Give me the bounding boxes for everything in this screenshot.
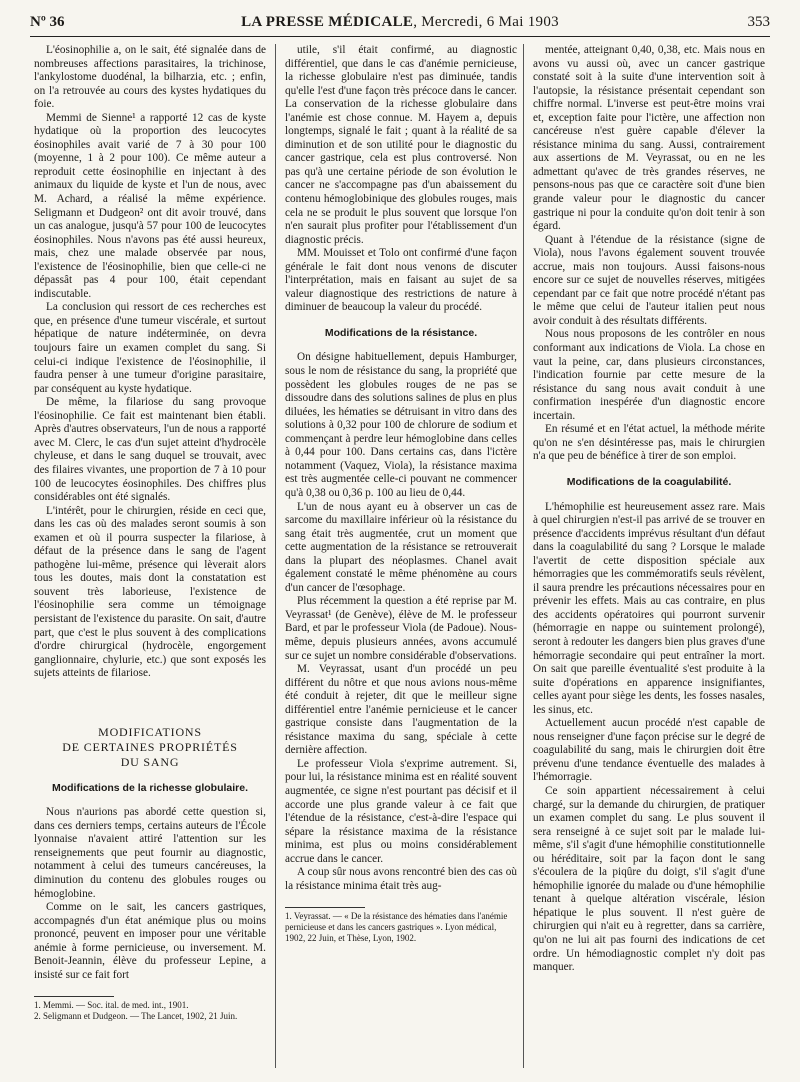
subsection-heading: Modifications de la richesse globulaire.	[51, 781, 249, 794]
footnote-rule	[34, 996, 114, 997]
paragraph: utile, s'il était confirmé, au diagnostic différentiel, que dans le cas d'anémie pernicieuse, la richesse globulaire n'est pas diminuée, tandis qu'elle l'est d'une façon très précoce dans le cancer. La conservation de la richesse globulaire dans l'anémie est chose connue. M. Hayem a, depuis longtemps, signalé le fait ; quant à la réalité de sa diminution et de son utilité pour le diagnostic du cancer gastrique, cela est plus controversé. Non pas qu'à une certaine période de son évolution le cancer ne s'accompagne pas d'un abaissement du contenu hémoglobinique des globules rouges, mais cela ne se produit le plus souvent que lorsque l'on n'en saurait plus profiter pour l'établissement d'un diagnostic précis.	[285, 44, 517, 246]
paragraph: Le professeur Viola s'exprime autrement. Si, pour lui, la résistance minima est en réalité souvent augmentée, ce signe n'est pourtant pas décisif et il accorde une plus grande valeur à ce fait que l'étendue de la résistance, c'est-à-dire l'espace qui sépare la résistance maxima de la résistance minima, est plus ou moins considérablement accrue dans le cancer.	[285, 757, 517, 865]
paragraph: A coup sûr nous avons rencontré bien des cas où la résistance minima était très aug-	[285, 866, 517, 892]
subsection-heading: Modifications de la coagulabilité.	[566, 475, 732, 488]
paragraph: La conclusion qui ressort de ces recherches est que, en présence d'une tumeur viscérale, et surtout hépatique de nature indéterminée, on devra toujours faire un examen complet du sang. Si celui-ci indique l'existence de l'éosinophilie, il faudra penser à une tumeur d'origine parasitaire, par conséquent au kyste hydatique.	[34, 301, 266, 395]
paragraph: Memmi de Sienne¹ a rapporté 12 cas de kyste hydatique où la proportion des leucocytes éosinophiles avait varié de 7 à 30 pour 100 (moyenne, 1 à 2 pour 100). Ce même auteur a reproduit cette éosinophilie en injectant à des animaux du liquide de kyste et l'un de nous, avec M. Achard, a réalisé la même expérience. Seligmann et Dudgeon² ont dit avoir trouvé, dans un cas analogue, jusqu'à 57 pour 100 de leucocytes éosinophiles. Nous n'avons pas été aussi heureux, mais, chez une malade observée par nous, l'existence de l'éosinophilie, bien que celle-ci ne dépassât pas 4 pour 100, était cependant indiscutable.	[34, 111, 266, 300]
paragraph: L'intérêt, pour le chirurgien, réside en ceci que, dans les cas où des malades seront soumis à son examen et où il pourra suspecter la filariose, à défaut de la présence dans le sang de l'agent pathogène lui-même, présence qui lèverait alors tous les doutes, mais dont la constatation est souvent très laborieuse, l'existence de l'éosinophilie sera comme un témoignage persistant de l'existence du parasite. On sait, d'autre part, que c'est le plus souvent à des complications d'ordre chirurgical (hydrocèle, engorgement ganglionnaire, chylurie, etc.) que sont exposés les sujets atteints de filariose.	[34, 504, 266, 680]
paragraph: M. Veyrassat, usant d'un procédé un peu différent du nôtre et que nous avions nous-même été conduit à rejeter, dit que le meilleur signe différentiel entre l'anémie pernicieuse et le cancer gastrique consiste dans l'augmentation de la résistance maxima du sang, spéciale à cette dernière affection.	[285, 663, 517, 757]
journal-name: LA PRESSE MÉDICALE	[241, 14, 414, 30]
paragraph: Plus récemment la question a été reprise par M. Veyrassat¹ (de Genève), élève de M. le professeur Bard, et par le professeur Viola (de Padoue). Nous-même, depuis plusieurs années, avons accumulé sur ce sujet un nombre considérable d'observations.	[285, 595, 517, 662]
running-header	[30, 14, 770, 37]
column-1	[34, 44, 266, 1022]
issue-date: , Mercredi, 6 Mai 1903	[413, 14, 559, 30]
paragraph: Nous n'aurions pas abordé cette question si, dans ces derniers temps, certains auteurs de l'École lyonnaise n'avaient attiré l'attention sur les renseignements que peut fournir au diagnostic, notamment à celui des tumeurs cancéreuses, la diminution du contenu des globules rouges ou hémoglobine.	[34, 806, 266, 900]
issue-number: Nº 36	[30, 14, 65, 30]
column-3	[533, 44, 765, 975]
journal-title-line	[30, 14, 770, 31]
section-title-line: DE CERTAINES PROPRIÉTÉS	[62, 739, 238, 754]
column-divider	[275, 44, 276, 1068]
paragraph: En résumé et en l'état actuel, la méthode mérite qu'on ne s'en désintéresse pas, mais le chirurgien n'a que peu de bénéfice à tirer de son emploi.	[533, 423, 765, 463]
section-title	[34, 725, 266, 770]
paragraph: Nous nous proposons de les contrôler en nous conformant aux indications de Viola. La chose en vaut la peine, car, dans plusieurs circonstances, l'indication fournie par cette mesure de la résistance du sang nous avait conduit à une confirmation inespérée d'un diagnostic encore incertain.	[533, 328, 765, 422]
subsection-heading: Modifications de la résistance.	[324, 326, 478, 339]
page-number: 353	[747, 14, 770, 30]
paragraph: Actuellement aucun procédé n'est capable de nous renseigner d'une façon précise sur le degré de coagulabilité du sang, mais le chirurgien doit être prévenu d'une tendance éventuelle des malades à l'hémorragie.	[533, 717, 765, 784]
paragraph: Quant à l'étendue de la résistance (signe de Viola), nous l'avons également souvent trouvée accrue, mais non toujours. Aussi faisons-nous encore sur ce sujet de nouvelles réserves, mitigées cependant par ce fait que notre procédé n'étant pas le même que celui de l'auteur italien peut nous avoir conduit à des résultats différents.	[533, 233, 765, 327]
paragraph: MM. Mouisset et Tolo ont confirmé d'une façon générale le fait dont nous venons de discuter l'interprétation, mais en faisant au sujet de sa valeur diagnostique des restrictions de nature à diminuer de beaucoup la valeur du procédé.	[285, 247, 517, 314]
footnote: 1. Veyrassat. — « De la résistance des hématies dans l'anémie pernicieuse et dans les cancers gastriques ». Lyon médical, 1902, 22 Juin, et Thèse, Lyon, 1902.	[285, 911, 508, 944]
paragraph: Ce soin appartient nécessairement à celui chargé, sur la demande du chirurgien, de pratiquer un examen complet du sang. Le plus souvent il sera renseigné à ce sujet soit par le malade lui-même, s'il s'agit d'une hémophilie constitutionnelle ou héréditaire, soit par la façon dont le sang s'écoulera de la piqûre du doigt, s'il s'agit d'une hémophilie ignorée du malade ou d'une hémophilie tenant à quelque altération viscérale, lésion hépatique le plus souvent. Il n'est guère de chirurgien qui n'ait eu à regretter, dans sa carrière, qu'on ne lui ait pas fourni des indications de cet ordre. Un hémodiagnostic complet n'y doit pas manquer.	[533, 784, 765, 974]
paragraph: L'hémophilie est heureusement assez rare. Mais à quel chirurgien n'est-il pas arrivé de se trouver en présence d'accidents imprévus résultant d'un défaut dans la coagulabilité du sang ? Lorsque le malade l'avertit de cette disposition spéciale aux hémorragies que les commémoratifs seuls révèlent, il saura prendre les précautions nécessaires pour en prévenir les effets. Mais au cas contraire, en plus des accidents opératoires qui pourront survenir (hémorragie en nappe ou suintement prolongé), seront à redouter les dangers bien plus graves d'une hémorragie secondaire qui peut entraîner la mort. On sait que pareille éventualité s'est produite à la suite d'opérations en apparence insignifiantes, celles ayant pour siège les dents, les fosses nasales, les sinus, etc.	[533, 500, 765, 716]
footnote: 1. Memmi. — Soc. ital. de med. int., 1901.	[34, 1000, 189, 1011]
footnote: 2. Seligmann et Dudgeon. — The Lancet, 1902, 21 Juin.	[34, 1011, 238, 1022]
column-2	[285, 44, 517, 944]
section-title-line: DU SANG	[120, 754, 180, 769]
section-title-line: MODIFICATIONS	[98, 724, 202, 739]
paragraph: L'éosinophilie a, on le sait, été signalée dans de nombreuses affections parasitaires, la trichinose, l'ankylostome duodénal, la bilharzia, etc. ; enfin, on l'a retrouvée au cours des kystes hydatiques du foie.	[34, 44, 266, 111]
paragraph: On désigne habituellement, depuis Hamburger, sous le nom de résistance du sang, la propriété que possèdent les globules rouges de ne pas se dissoudre dans des solutions salines de plus en plus diluées, les hématies se détruisant in vitro dans des solutions à 0,32 pour 100 de chlorure de sodium et commençant à perdre leur hémoglobine dans celles à 0,44 pour 100. Dans certains cas, dans l'ictère notamment (Vaquez, Viola), la résistance maxima est très augmentée celle-ci pouvant ne commencer qu'à 0,38 ou 0,36 p. 100 au lieu de 0,44.	[285, 351, 517, 499]
footnote-rule	[285, 907, 365, 908]
paragraph: Comme on le sait, les cancers gastriques, accompagnés d'un état anémique plus ou moins prononcé, peuvent en imposer pour une véritable anémie à forme pernicieuse, ou inversement. M. Benoit-Jeannin, élève du professeur Lepine, a insisté sur ce fait fort	[34, 901, 266, 981]
column-divider	[523, 44, 524, 1068]
paragraph: De même, la filariose du sang provoque l'éosinophilie. Ce fait est maintenant bien établi. Après d'autres observateurs, l'un de nous a rapporté avec M. Clerc, le cas d'un sujet atteint d'hydrocèle chyleuse, et dans le sang duquel se trouvait, avec des filaires vivantes, une proportion de 7 à 10 pour 100 de leucocytes éosinophiles. Des chiffres plus considérables ont été signalés.	[34, 396, 266, 504]
paragraph: L'un de nous ayant eu à observer un cas de sarcome du maxillaire inférieur où la résistance du sang était très augmentée, crut un moment que cette augmentation de la résistance se retrouverait dans la plupart des néoplasmes. Chanel avait également constaté le même phénomène au cours d'un cancer de l'œsophage.	[285, 500, 517, 594]
paragraph: mentée, atteignant 0,40, 0,38, etc. Mais nous en avons vu aussi où, avec un cancer gastrique constaté soit à la suite d'une intervention soit à l'autopsie, la résistance présentait cependant son chiffre normal. L'inverse est peut-être moins vrai et, exception faite pour l'ictère, une affection non cancéreuse n'est guère capable d'élever la résistance minima du sang. Aussi, contrairement aux assertions de M. Veyrassat, ou en ne les admettant qu'avec de très grandes réserves, ne pensons-nous pas que ce caractère soit d'une bien grande valeur pour le diagnostic du cancer gastrique ni pour la conduite qu'on doit tenir à son égard.	[533, 44, 765, 233]
